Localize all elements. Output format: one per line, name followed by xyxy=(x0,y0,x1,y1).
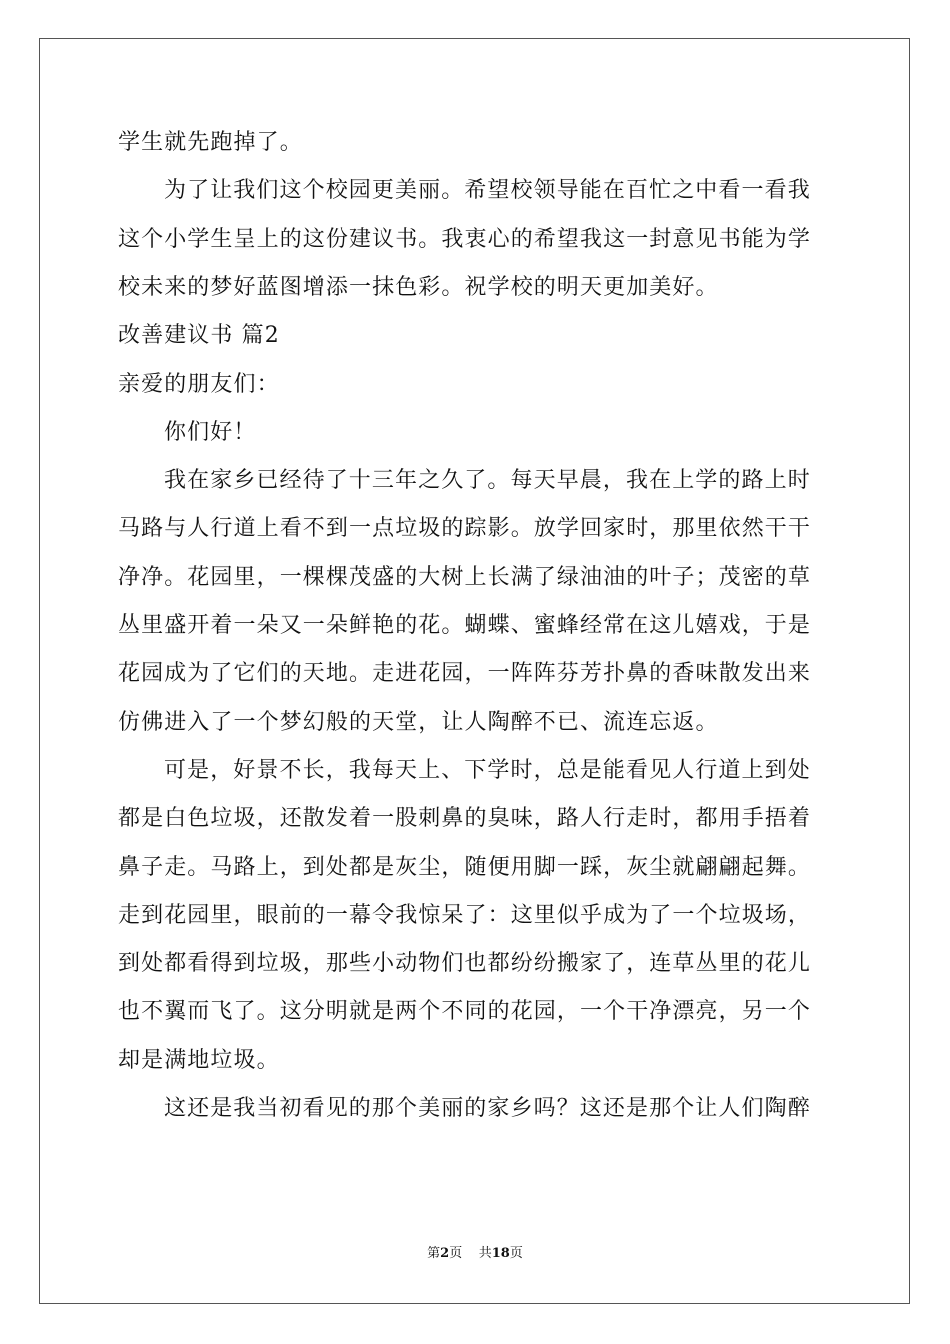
text-line: 也不翼而飞了。这分明就是两个不同的花园，一个干净漂亮，另一个 xyxy=(118,999,812,1025)
footer-page-prefix: 第 xyxy=(427,1246,441,1261)
text-line: 这个小学生呈上的这份建议书。我衷心的希望我这一封意见书能为学 xyxy=(118,226,812,252)
text-line: 丛里盛开着一朵又一朵鲜艳的花。蝴蝶、蜜蜂经常在这儿嬉戏，于是 xyxy=(118,613,812,638)
text-line: 校未来的梦好蓝图增添一抹色彩。祝学校的明天更加美好。 xyxy=(118,274,719,300)
footer-total-suffix: 页 xyxy=(509,1246,523,1261)
footer-total-prefix: 共 xyxy=(478,1246,492,1261)
text-line: 亲爱的朋友们： xyxy=(118,371,280,397)
text-line: 为了让我们这个校园更美丽。希望校领导能在百忙之中看一看我 xyxy=(164,178,811,204)
text-line: 这还是我当初看见的那个美丽的家乡吗？这还是那个让人们陶醉 xyxy=(164,1096,811,1121)
text-line: 到处都看得到垃圾，那些小动物们也都纷纷搬家了，连草丛里的花儿 xyxy=(118,951,812,977)
text-line: 我在家乡已经待了十三年之久了。每天早晨，我在上学的路上时 xyxy=(164,468,811,494)
footer-total-pages: 18 xyxy=(491,1246,510,1261)
footer-page-suffix: 页 xyxy=(449,1246,463,1261)
text-line: 你们好！ xyxy=(164,419,257,445)
text-line: 仿佛进入了一个梦幻般的天堂，让人陶醉不已、流连忘返。 xyxy=(118,709,719,735)
text-line: 学生就先跑掉了。 xyxy=(118,130,303,155)
text-line: 却是满地垃圾。 xyxy=(118,1047,280,1073)
text-line: 马路与人行道上看不到一点垃圾的踪影。放学回家时，那里依然干干 xyxy=(118,516,812,542)
page-footer xyxy=(0,1245,950,1263)
text-line: 花园成为了它们的天地。走进花园，一阵阵芬芳扑鼻的香味散发出来 xyxy=(118,661,812,687)
text-line: 净净。花园里，一棵棵茂盛的大树上长满了绿油油的叶子；茂密的草 xyxy=(118,564,812,590)
text-line: 可是，好景不长，我每天上、下学时，总是能看见人行道上到处 xyxy=(164,757,811,783)
text-line: 鼻子走。马路上，到处都是灰尘，随便用脚一踩，灰尘就翩翩起舞。 xyxy=(118,854,812,880)
text-line: 改善建议书 篇2 xyxy=(118,323,280,349)
text-line: 都是白色垃圾，还散发着一股刺鼻的臭味，路人行走时，都用手捂着 xyxy=(118,806,812,832)
text-line: 走到花园里，眼前的一幕令我惊呆了：这里似乎成为了一个垃圾场， xyxy=(118,902,812,928)
footer-page-number: 2 xyxy=(440,1246,450,1261)
